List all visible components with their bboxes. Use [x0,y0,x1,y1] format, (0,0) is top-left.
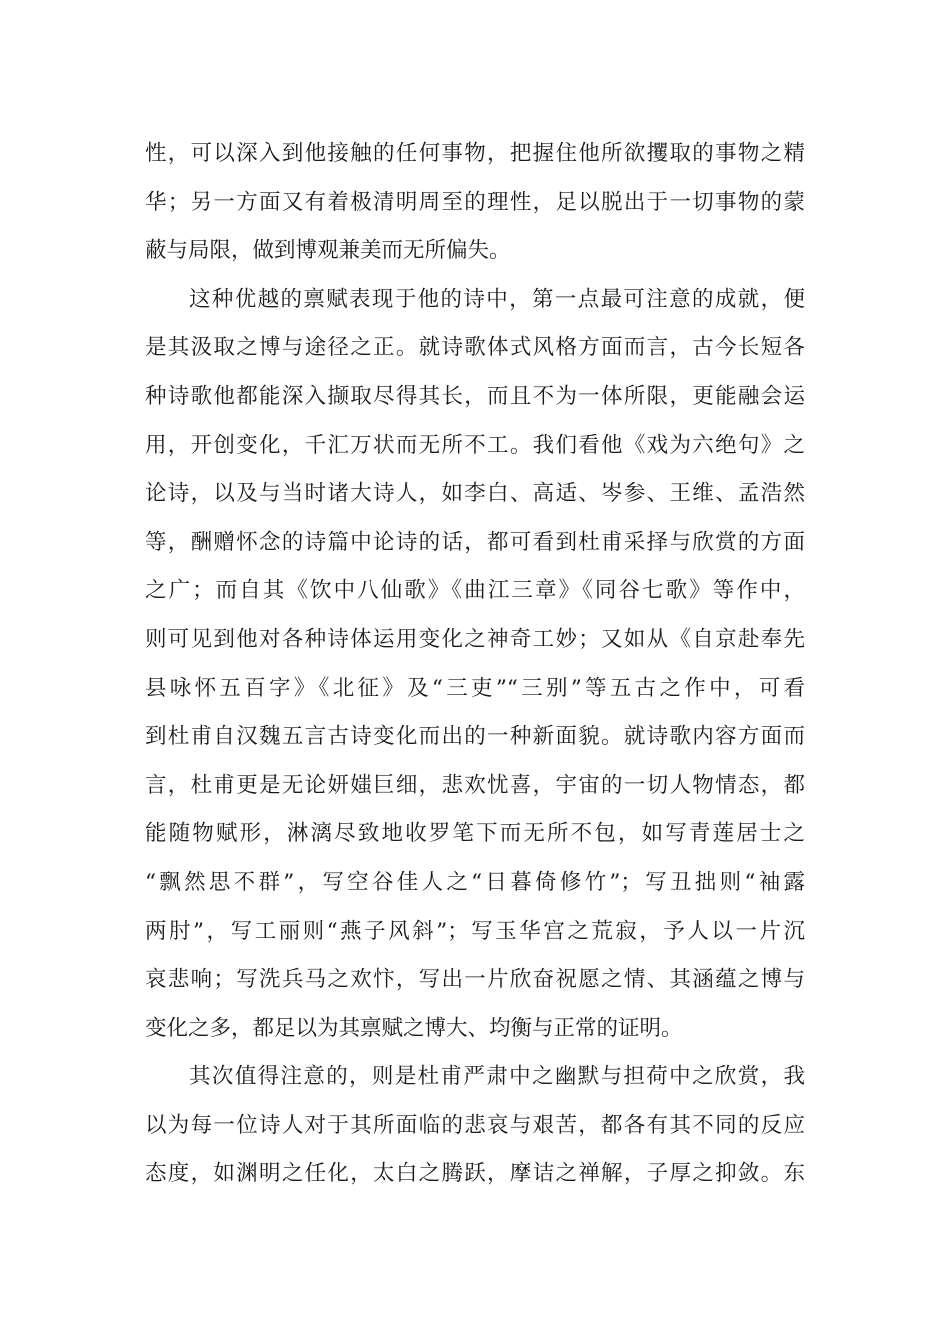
text-line: 到杜甫自汉魏五言古诗变化而出的一种新面貌。就诗歌内容方面而 [145,724,805,750]
text-line: 则可见到他对各种诗体运用变化之神奇工妙；又如从《自京赴奉先 [145,626,805,652]
text-line: 种诗歌他都能深入撷取尽得其长，而且不为一体所限，更能融会运 [145,383,805,409]
text-line: “飘然思不群”，写空谷佳人之“日暮倚修竹”；写丑拙则“袖露 [145,869,805,895]
paragraph-first-line: 这种优越的禀赋表现于他的诗中，第一点最可注意的成就，便 [189,286,805,312]
paragraph-first-line: 其次值得注意的，则是杜甫严肃中之幽默与担荷中之欣赏，我 [189,1064,805,1090]
text-line: 之广；而自其《饮中八仙歌》《曲江三章》《同谷七歌》等作中， [145,578,805,604]
text-line: 以为每一位诗人对于其所面临的悲哀与艰苦，都各有其不同的反应 [145,1112,805,1138]
text-line: 变化之多，都足以为其禀赋之博大、均衡与正常的证明。 [145,1015,683,1041]
text-line: 态度，如渊明之任化，太白之腾跃，摩诘之禅解，子厚之抑敛。东 [145,1161,805,1187]
text-line: 县咏怀五百字》《北征》及“三吏”“三别”等五古之作中，可看 [145,675,805,701]
text-line: 蔽与局限，做到博观兼美而无所偏失。 [145,238,511,264]
document-page [145,130,805,1199]
text-line: 言，杜甫更是无论妍媸巨细，悲欢忧喜，宇宙的一切人物情态，都 [145,772,805,798]
text-line: 能随物赋形，淋漓尽致地收罗笔下而无所不包，如写青莲居士之 [145,821,805,847]
text-line: 性，可以深入到他接触的任何事物，把握住他所欲攫取的事物之精 [145,141,805,166]
text-line: 华；另一方面又有着极清明周至的理性，足以脱出于一切事物的蒙 [145,189,805,215]
text-line: 论诗，以及与当时诸大诗人，如李白、高适、岑参、王维、孟浩然 [145,481,805,507]
text-line: 用，开创变化，千汇万状而无所不工。我们看他《戏为六绝句》之 [145,432,805,458]
text-line: 哀悲响；写洗兵马之欢忭，写出一片欣奋祝愿之情、其涵蕴之博与 [145,967,805,993]
text-line: 两肘”，写工丽则“燕子风斜”；写玉华宫之荒寂，予人以一片沉 [145,918,805,944]
text-line: 是其汲取之博与途径之正。就诗歌体式风格方面而言，古今长短各 [145,335,805,361]
text-line: 等，酬赠怀念的诗篇中论诗的话，都可看到杜甫采择与欣赏的方面 [145,529,805,555]
